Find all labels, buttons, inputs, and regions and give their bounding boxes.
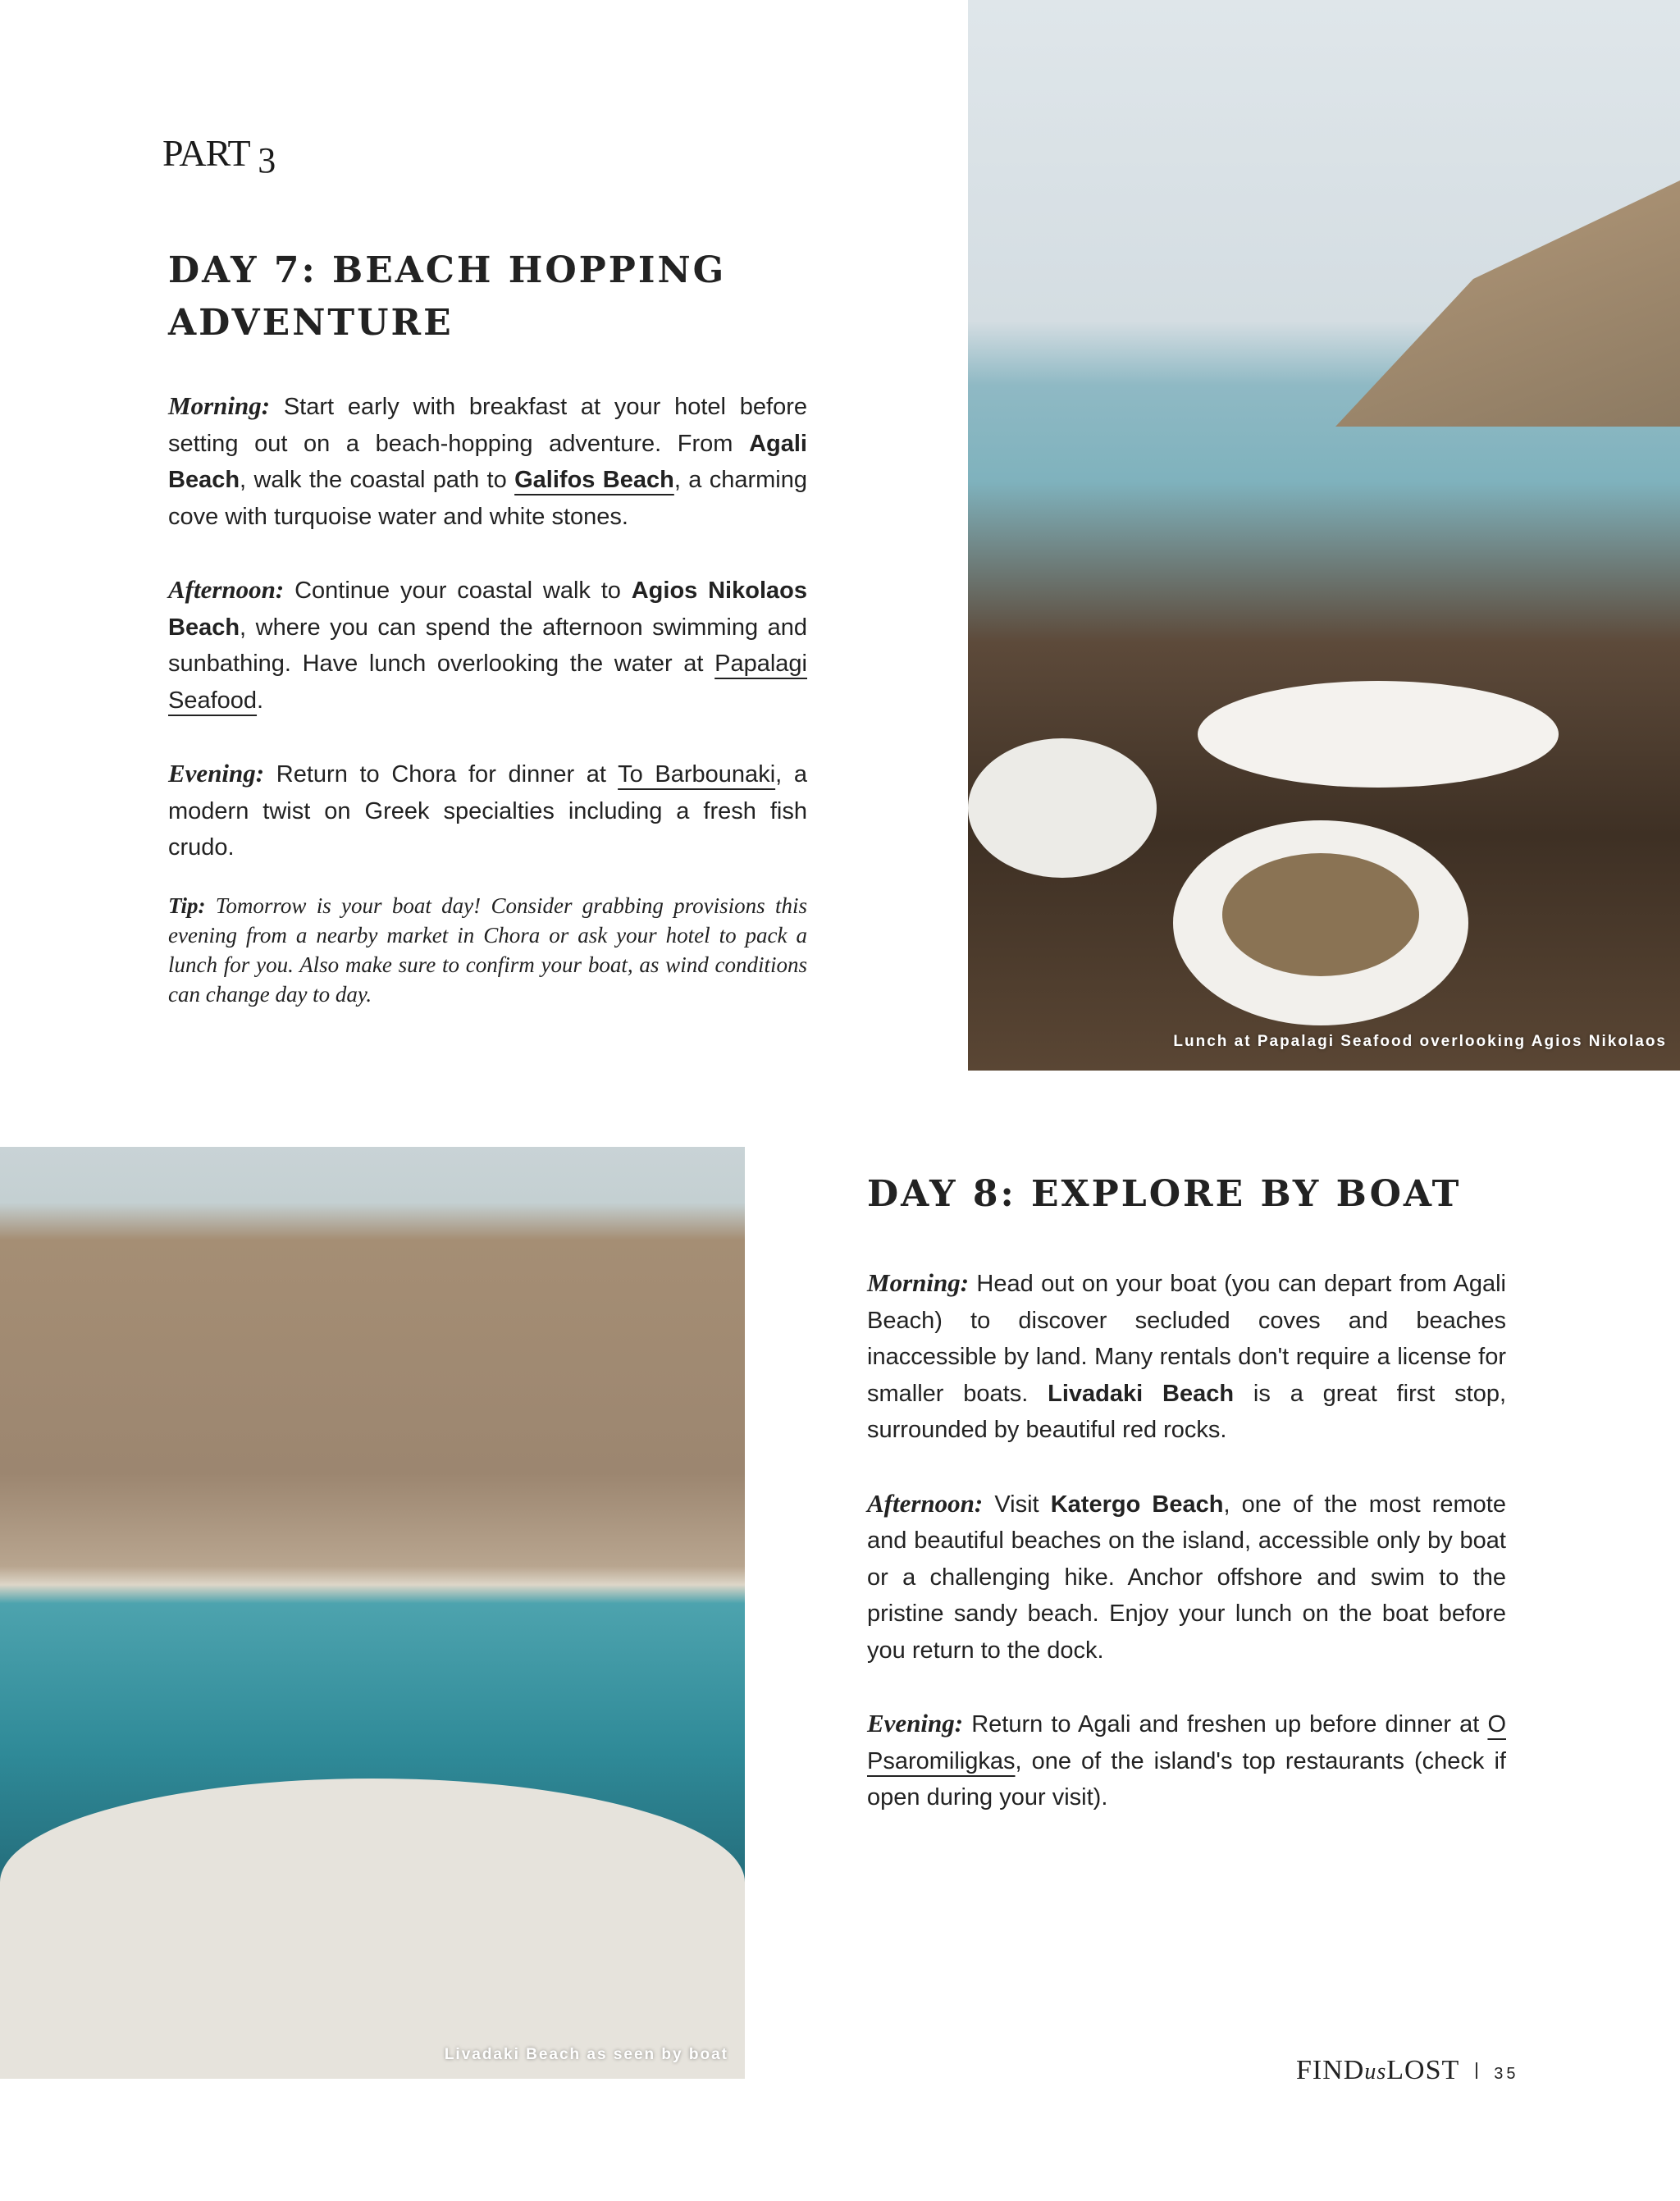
day8-title: DAY 8: EXPLORE BY BOAT [867, 1173, 1462, 1215]
day7-body [168, 388, 807, 1009]
photo-caption: Lunch at Papalagi Seafood overlooking Agios Nikolaos [1173, 1033, 1667, 1050]
morning-label: Morning: [867, 1268, 970, 1297]
plate [968, 738, 1157, 878]
day8-morning [867, 1265, 1506, 1449]
footer [1296, 2055, 1519, 2086]
text: is a great first stop, surrounded by beautiful red rocks. [867, 1380, 1507, 1444]
photo-livadaki-beach [0, 1147, 745, 2079]
text: , one of the most remote and beautiful beaches on the island, accessible only by boat or a challenging hike. Anchor offshore and swim to the pristine sandy beach. Enjoy your lunch on the boat before you return to the dock. [867, 1491, 1506, 1664]
morning-label: Morning: [168, 391, 271, 420]
link-to-barbounaki[interactable]: To Barbounaki [618, 760, 776, 788]
day7-tip [168, 891, 807, 1009]
text: , one of the island's top restaurants (check if open during your visit). [867, 1747, 1506, 1811]
dip [1222, 853, 1419, 976]
boat-bow [0, 1779, 745, 2079]
afternoon-label: Afternoon: [867, 1488, 984, 1518]
part-number: 3 [258, 140, 276, 180]
text: Visit [983, 1491, 1051, 1518]
brand-logo [1296, 2055, 1459, 2086]
part-label [162, 131, 276, 180]
part-text: PART [162, 132, 249, 174]
day7-title [168, 244, 726, 349]
afternoon-label: Afternoon: [168, 574, 285, 604]
place-agios-nikolaos: Agios Nikolaos Beach [168, 577, 807, 641]
day8-afternoon [867, 1486, 1506, 1669]
tip-text: Tomorrow is your boat day! Consider grabbing provisions this evening from a nearby market in Chora or ask your hotel to pack a lunch for you. Also make sure to confirm your boat, as wind conditions can change day to day. [168, 893, 807, 1007]
evening-label: Evening: [867, 1709, 964, 1738]
link-o-psaromiligkas[interactable]: O Psaromiligkas [867, 1711, 1506, 1774]
place-katergo-beach: Katergo Beach [1050, 1491, 1224, 1518]
text: Return to Agali and freshen up before dinner at [963, 1711, 1488, 1738]
divider [1476, 2062, 1477, 2079]
photo-caption: Livadaki Beach as seen by boat [444, 2046, 728, 2063]
day7-title-line2: ADVENTURE [168, 302, 454, 344]
text: , a modern twist on Greek specialties including a fresh fish crudo. [168, 760, 807, 861]
evening-label: Evening: [168, 758, 265, 788]
place-agali-beach: Agali Beach [168, 430, 807, 494]
plate [1198, 681, 1559, 788]
day8-body [867, 1265, 1506, 1853]
text: . [257, 687, 264, 714]
logo-find: FIND [1296, 2055, 1365, 2085]
text: Head out on your boat (you can depart from Agali Beach) to discover secluded coves and beaches inaccessible by land. Many rentals don't require a license for smaller boats. [867, 1271, 1506, 1407]
link-galifos-beach[interactable]: Galifos Beach [514, 467, 674, 494]
page-number: 35 [1494, 2065, 1519, 2083]
text: , a charming cove with turquoise water and white stones. [168, 467, 807, 530]
day7-title-line1: DAY 7: BEACH HOPPING [168, 249, 727, 291]
day7-morning [168, 388, 807, 535]
text: , where you can spend the afternoon swimming and sunbathing. Have lunch overlooking the water at [168, 614, 807, 678]
place-livadaki-beach: Livadaki Beach [1048, 1380, 1235, 1407]
text: , walk the coastal path to [240, 467, 515, 494]
text: Start early with breakfast at your hotel before setting out on a beach-hopping adventure. From [168, 394, 807, 457]
logo-lost: LOST [1386, 2055, 1460, 2085]
tip-label: Tip: [168, 893, 206, 919]
text: Return to Chora for dinner at [264, 760, 619, 788]
day8-evening [867, 1706, 1506, 1816]
text: Continue your coastal walk to [284, 577, 632, 604]
link-papalagi-seafood[interactable]: Papalagi Seafood [168, 651, 807, 714]
hillside [1335, 180, 1680, 427]
photo-lunch-papalagi [968, 0, 1680, 1071]
day7-evening [168, 756, 807, 866]
logo-us: us [1364, 2059, 1387, 2085]
day7-afternoon [168, 572, 807, 719]
